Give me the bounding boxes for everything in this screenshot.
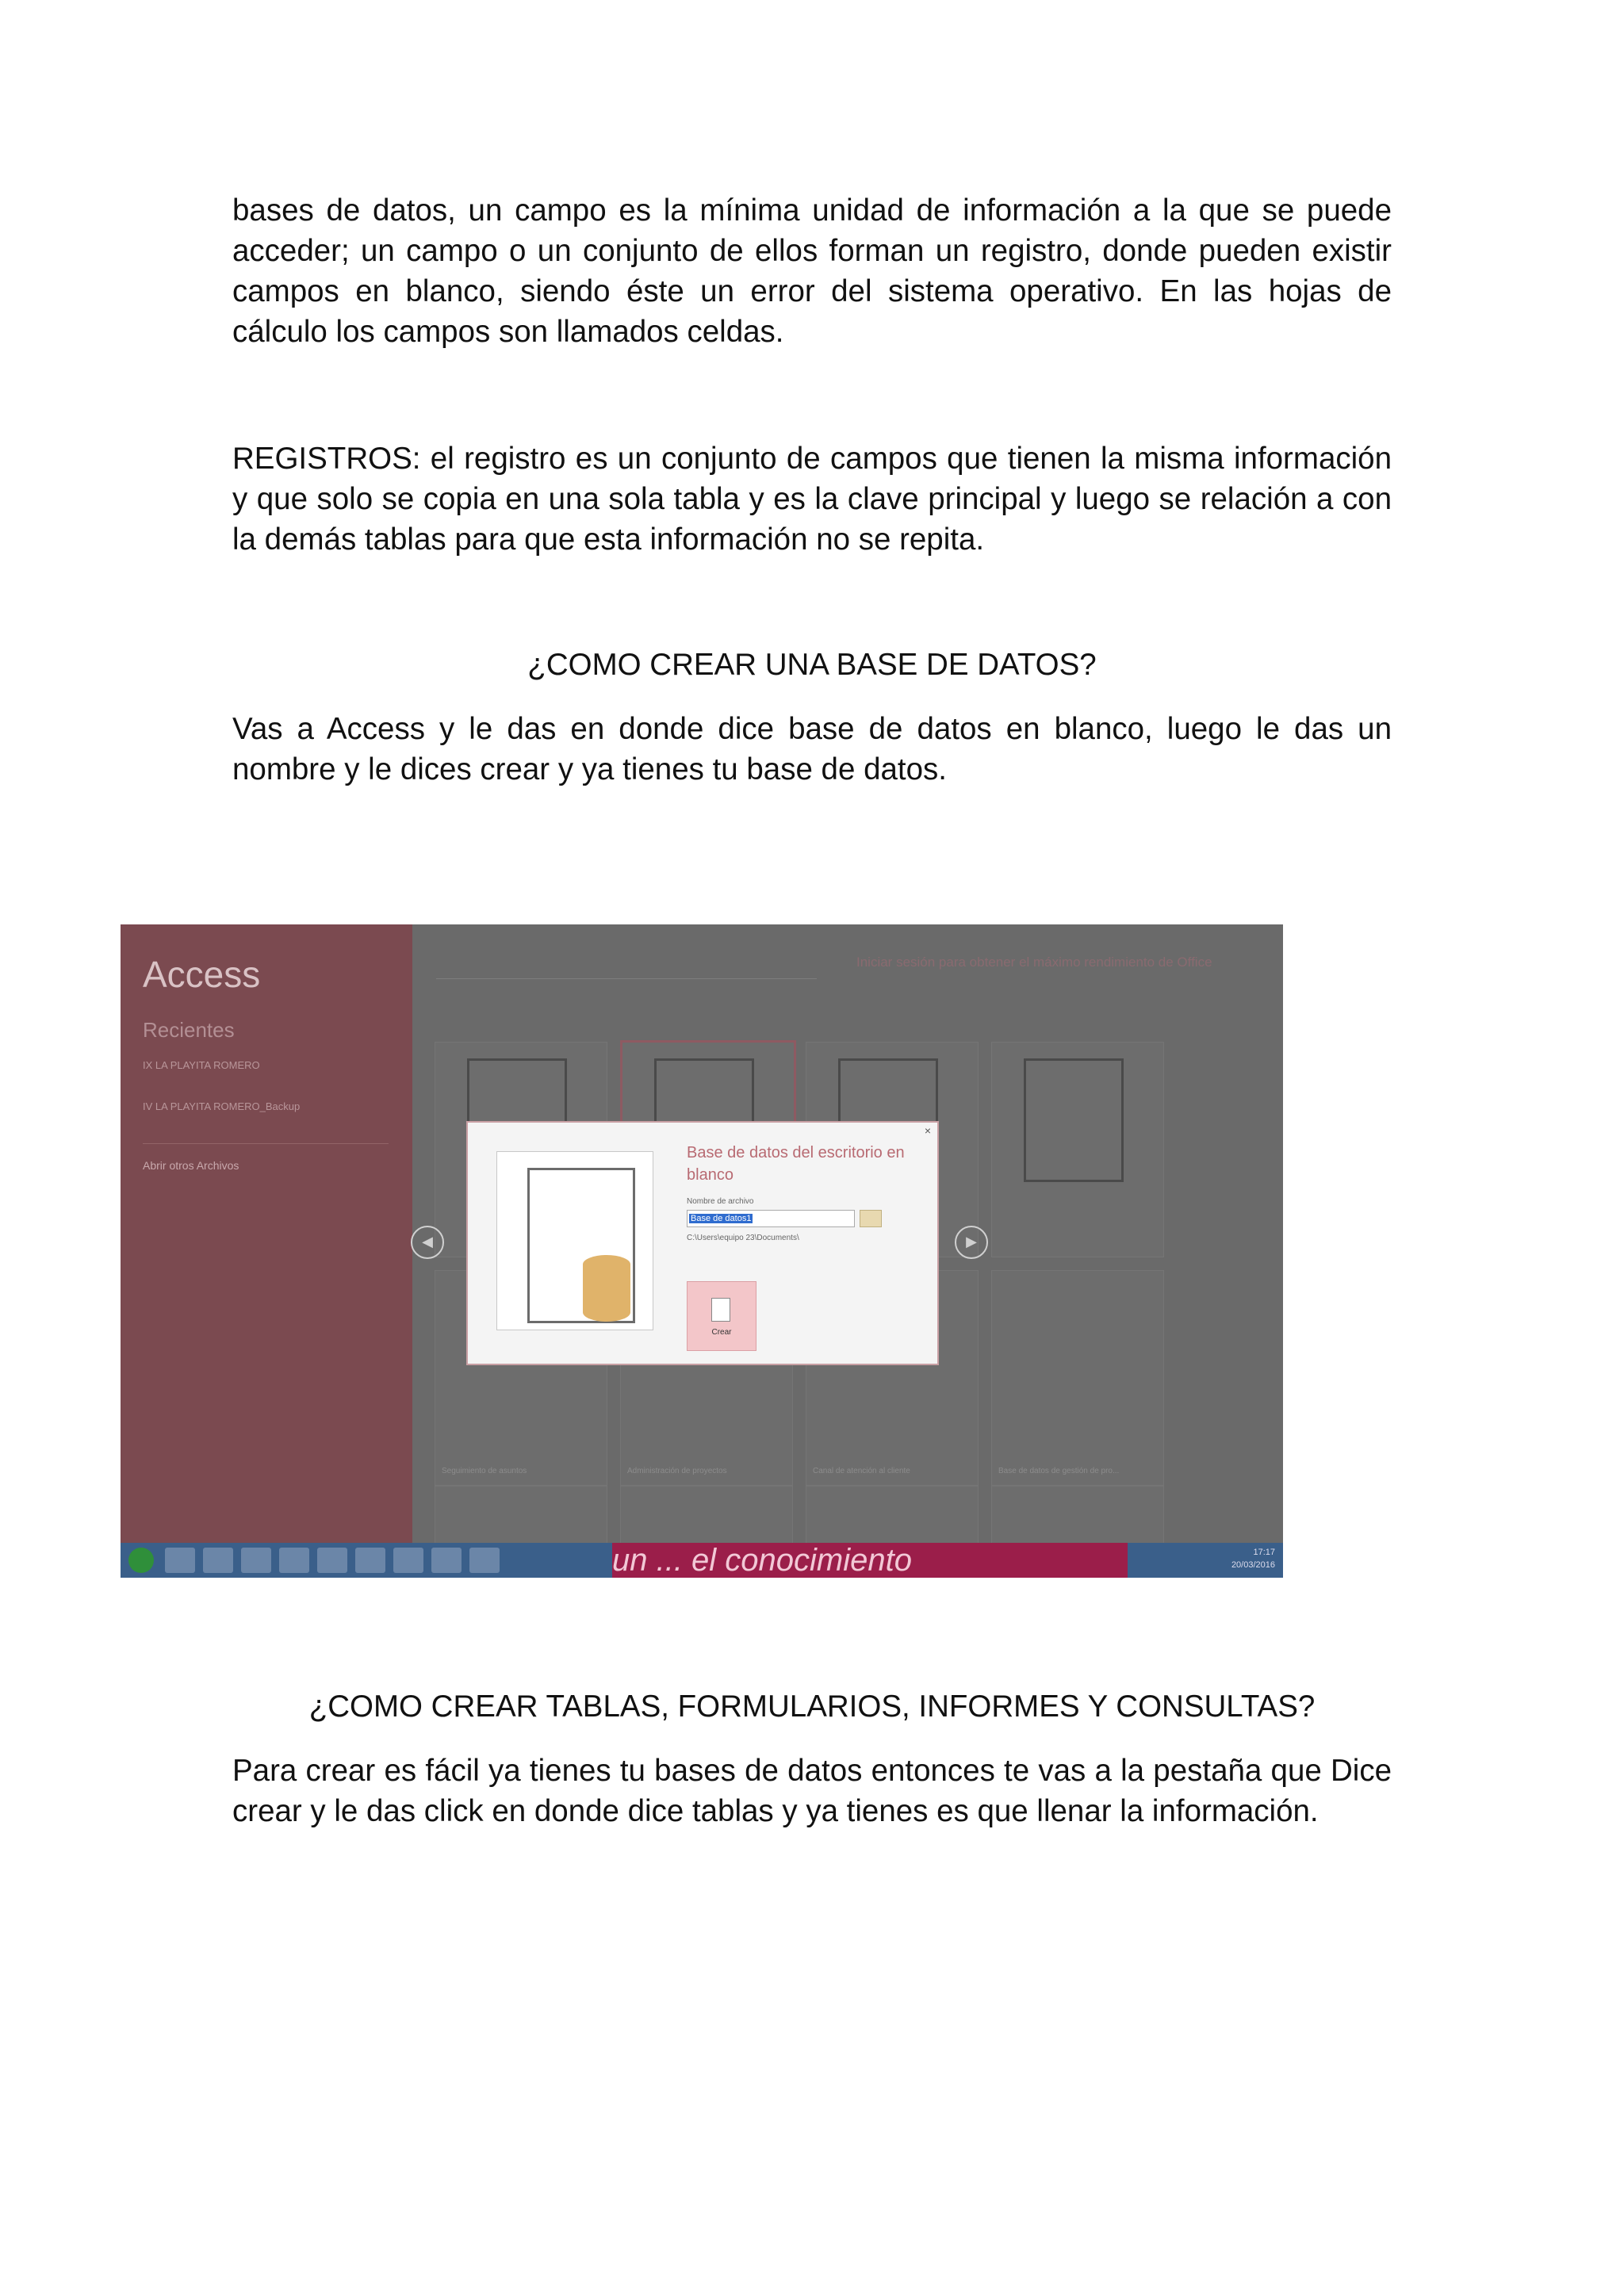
template-caption: Administración de proyectos bbox=[627, 1467, 727, 1475]
access-sidebar bbox=[121, 924, 412, 1543]
taskbar-app-icon[interactable] bbox=[317, 1548, 347, 1573]
create-button[interactable] bbox=[687, 1281, 756, 1351]
taskbar-app-icon[interactable] bbox=[241, 1548, 271, 1573]
app-title: Access bbox=[143, 954, 261, 995]
paragraph-crear-tablas: Para crear es fácil ya tienes tu bases de datos entonces te vas a la pestaña que Dice crear y le das click en donde dice tablas y ya tienes es que llenar la información. bbox=[232, 1754, 1392, 1828]
create-label: Crear bbox=[711, 1328, 732, 1337]
heading-crear-tablas: ¿COMO CREAR TABLAS, FORMULARIOS, INFORMES Y CONSULTAS? bbox=[308, 1689, 1316, 1724]
template-tile[interactable] bbox=[991, 1486, 1164, 1551]
taskbar bbox=[121, 1543, 1283, 1578]
clock-date: 20/03/2016 bbox=[1231, 1560, 1275, 1570]
filename-input[interactable] bbox=[687, 1210, 855, 1227]
previous-arrow-icon[interactable]: ◀ bbox=[411, 1226, 444, 1259]
taskbar-app-icon[interactable] bbox=[165, 1548, 195, 1573]
template-tile[interactable] bbox=[806, 1486, 979, 1551]
filename-value: Base de datos1 bbox=[691, 1214, 752, 1223]
recent-heading: Recientes bbox=[143, 1018, 235, 1042]
close-icon[interactable]: × bbox=[924, 1124, 931, 1137]
folder-icon[interactable] bbox=[860, 1210, 882, 1227]
database-icon bbox=[583, 1255, 630, 1322]
taskbar-banner: un ... el conocimiento bbox=[612, 1543, 1128, 1578]
template-tile[interactable] bbox=[991, 1042, 1164, 1257]
paragraph-crear-base: Vas a Access y le das en donde dice base de datos en blanco, luego le das un nombre y le dices crear y ya tienes tu base de datos. bbox=[232, 712, 1392, 786]
paragraph-campos: bases de datos, un campo es la mínima unidad de información a la que se puede acceder; un campo o un conjunto de ellos forman un registro, donde pueden existir campos en blanco, siendo éste un error del sistema operativo. En las hojas de cálculo los campos son llamados celdas. bbox=[232, 193, 1392, 349]
heading-crear-base: ¿COMO CREAR UNA BASE DE DATOS? bbox=[527, 648, 1097, 682]
taskbar-app-icon[interactable] bbox=[279, 1548, 309, 1573]
template-caption: Base de datos de gestión de pro... bbox=[998, 1467, 1120, 1475]
sidebar-divider bbox=[143, 1143, 389, 1144]
file-path: C:\Users\equipo 23\Documents\ bbox=[687, 1234, 799, 1242]
template-preview bbox=[1024, 1058, 1124, 1182]
recent-item[interactable]: IV LA PLAYITA ROMERO_Backup bbox=[143, 1100, 301, 1112]
database-preview bbox=[496, 1151, 653, 1330]
recent-item[interactable]: IX LA PLAYITA ROMERO bbox=[143, 1059, 260, 1071]
access-screenshot bbox=[121, 924, 1283, 1578]
template-caption: Canal de atención al cliente bbox=[813, 1467, 910, 1475]
taskbar-app-icon[interactable] bbox=[203, 1548, 233, 1573]
new-file-icon bbox=[711, 1298, 730, 1322]
taskbar-app-icon[interactable] bbox=[469, 1548, 500, 1573]
new-database-dialog bbox=[466, 1121, 939, 1365]
paragraph-registros: REGISTROS: el registro es un conjunto de campos que tienen la misma información y que solo se copia en una sola tabla y es la clave principal y luego se relación a con la demás tablas para que esta información no se repita. bbox=[232, 442, 1392, 557]
template-caption: Seguimiento de asuntos bbox=[442, 1467, 527, 1475]
next-arrow-icon[interactable]: ▶ bbox=[955, 1226, 988, 1259]
clock-time: 17:17 bbox=[1253, 1548, 1275, 1557]
signin-link[interactable]: Iniciar sesión para obtener el máximo rendimiento de Office bbox=[856, 955, 1212, 970]
dialog-title: Base de datos del escritorio en blanco bbox=[687, 1144, 905, 1184]
taskbar-app-icon[interactable] bbox=[431, 1548, 462, 1573]
taskbar-app-icon[interactable] bbox=[393, 1548, 423, 1573]
template-tile[interactable] bbox=[620, 1486, 793, 1551]
taskbar-clock bbox=[1231, 1546, 1275, 1571]
search-input[interactable] bbox=[436, 955, 817, 979]
start-icon[interactable] bbox=[128, 1548, 154, 1573]
taskbar-app-icon[interactable] bbox=[355, 1548, 385, 1573]
template-tile[interactable] bbox=[991, 1270, 1164, 1486]
filename-label: Nombre de archivo bbox=[687, 1197, 754, 1206]
template-tile[interactable] bbox=[435, 1486, 607, 1551]
open-other-files[interactable]: Abrir otros Archivos bbox=[143, 1159, 239, 1172]
